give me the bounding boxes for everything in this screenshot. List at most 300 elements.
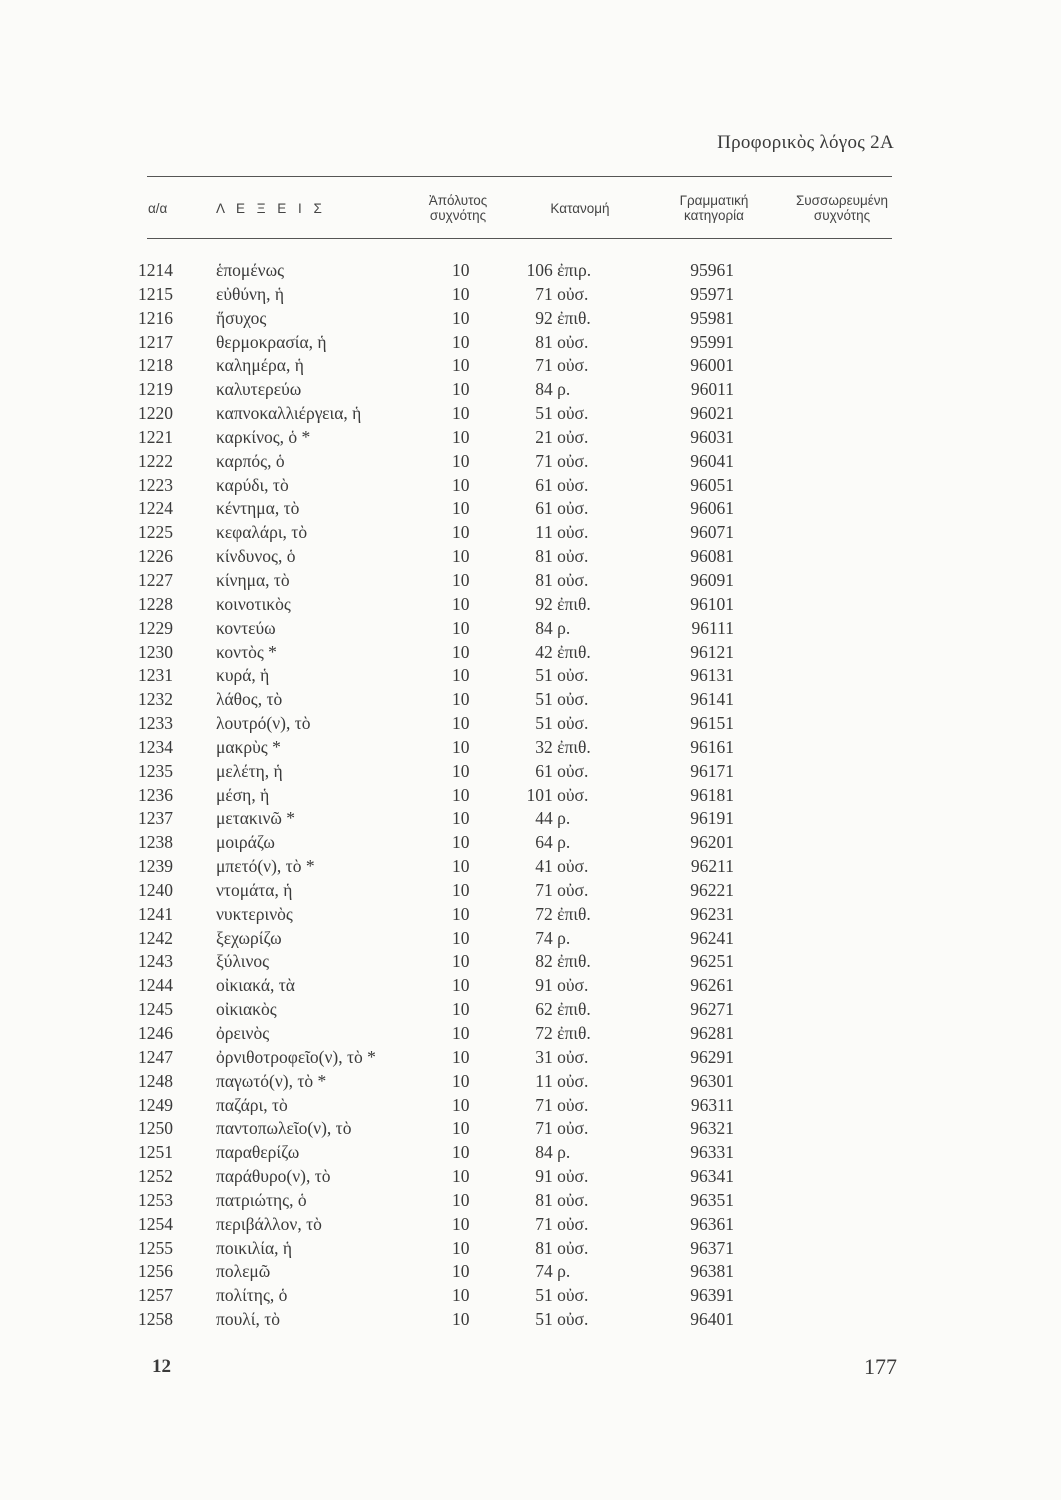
- table-row: [138, 1117, 734, 1141]
- entry-cumulative-frequency: 96081: [690, 546, 734, 567]
- column-header-cumulative-frequency: [786, 193, 898, 223]
- entry-word: κεφαλάρι, τὸ: [216, 522, 308, 543]
- entry-number: 1243: [138, 951, 173, 972]
- entry-grammatical-category: 1 οὐσ.: [544, 1189, 589, 1210]
- entry-grammatical-category: 1 οὐσ.: [544, 450, 589, 471]
- entry-word: μετακινῶ *: [216, 808, 296, 829]
- entry-absolute-frequency: 10: [452, 689, 470, 710]
- entry-word: κέντημα, τὸ: [216, 498, 300, 519]
- entry-distribution: 6: [535, 474, 544, 495]
- entry-cumulative-frequency: 96231: [690, 903, 734, 924]
- entry-word: κοντεύω: [216, 617, 276, 638]
- entry-word: παράθυρο(ν), τὸ: [216, 1166, 331, 1187]
- entry-word: ξύλινος: [216, 951, 270, 972]
- table-row: [138, 474, 734, 498]
- entry-cumulative-frequency: 96301: [690, 1070, 734, 1091]
- table-row: [138, 1070, 734, 1094]
- entry-word: κίνδυνος, ὁ: [216, 546, 296, 567]
- entry-grammatical-category: 1 οὐσ.: [544, 784, 589, 805]
- entry-word: κίνημα, τὸ: [216, 569, 290, 590]
- table-row: [138, 998, 734, 1022]
- entry-cumulative-frequency: 96121: [690, 641, 734, 662]
- entry-grammatical-category: 4 ρ.: [544, 1142, 571, 1163]
- entry-absolute-frequency: 10: [452, 569, 470, 590]
- entry-absolute-frequency: 10: [452, 450, 470, 471]
- entry-grammatical-category: 1 οὐσ.: [544, 1309, 589, 1330]
- entry-absolute-frequency: 10: [452, 832, 470, 853]
- frequency-table: [138, 259, 734, 1332]
- entry-number: 1218: [138, 355, 173, 376]
- entry-word: ἑπομένως: [216, 260, 285, 280]
- entry-absolute-frequency: 10: [452, 283, 470, 304]
- entry-absolute-frequency: 10: [452, 474, 470, 495]
- table-row: [138, 545, 734, 569]
- entry-distribution: 6: [535, 498, 544, 519]
- entry-distribution: 7: [535, 1261, 544, 1282]
- entry-distribution: 6: [535, 999, 544, 1020]
- entry-number: 1221: [138, 426, 173, 447]
- entry-grammatical-category: 1 οὐσ.: [544, 760, 589, 781]
- entry-word: καρπός, ὁ: [216, 450, 285, 471]
- entry-cumulative-frequency: 96321: [690, 1118, 734, 1139]
- entry-grammatical-category: 1 οὐσ.: [544, 403, 589, 424]
- entry-cumulative-frequency: 96091: [690, 569, 734, 590]
- entry-cumulative-frequency: 96401: [690, 1309, 734, 1330]
- entry-grammatical-category: 1 οὐσ.: [544, 426, 589, 447]
- entry-cumulative-frequency: 96251: [690, 951, 734, 972]
- entry-grammatical-category: 4 ρ.: [544, 808, 571, 829]
- entry-number: 1253: [138, 1189, 173, 1210]
- entry-absolute-frequency: 10: [452, 1189, 470, 1210]
- entry-distribution: 5: [535, 1309, 544, 1330]
- entry-number: 1235: [138, 760, 173, 781]
- table-row: [138, 664, 734, 688]
- table-row: [138, 903, 734, 927]
- entry-distribution: 4: [535, 808, 544, 829]
- frequency-table-body: [138, 259, 734, 1332]
- entry-distribution: 5: [535, 713, 544, 734]
- entry-cumulative-frequency: 95981: [690, 307, 734, 328]
- entry-absolute-frequency: 10: [452, 546, 470, 567]
- entry-number: 1250: [138, 1118, 173, 1139]
- entry-word: κοντὸς *: [216, 641, 277, 662]
- entry-word: οἰκιακά, τὰ: [216, 975, 295, 996]
- entry-number: 1251: [138, 1142, 173, 1163]
- entry-absolute-frequency: 10: [452, 760, 470, 781]
- entry-word: παγωτό(ν), τὸ *: [216, 1070, 327, 1091]
- page-title: Προφορικὸς λόγος 2Α: [717, 132, 894, 153]
- entry-distribution: 8: [535, 1142, 544, 1163]
- entry-grammatical-category: 2 ἐπιθ.: [544, 307, 591, 328]
- entry-cumulative-frequency: 96351: [690, 1189, 734, 1210]
- entry-distribution: 4: [535, 856, 544, 877]
- column-header-grammatical-line1: Γραμματική: [679, 193, 749, 208]
- entry-cumulative-frequency: 96201: [690, 832, 734, 853]
- table-row: [138, 1165, 734, 1189]
- entry-word: λουτρό(ν), τὸ: [216, 713, 311, 734]
- entry-number: 1241: [138, 903, 173, 924]
- table-row: [138, 974, 734, 998]
- table-row: [138, 712, 734, 736]
- entry-word: οἰκιακὸς: [216, 999, 277, 1020]
- entry-number: 1220: [138, 403, 173, 424]
- entry-grammatical-category: 1 οὐσ.: [544, 689, 589, 710]
- entry-number: 1254: [138, 1213, 173, 1234]
- table-row: [138, 927, 734, 951]
- entry-grammatical-category: 4 ρ.: [544, 379, 571, 400]
- entry-number: 1228: [138, 593, 173, 614]
- entry-cumulative-frequency: 95971: [690, 283, 734, 304]
- entry-cumulative-frequency: 96291: [690, 1046, 734, 1067]
- entry-cumulative-frequency: 96031: [690, 426, 734, 447]
- entry-absolute-frequency: 10: [452, 260, 470, 280]
- entry-word: ξεχωρίζω: [216, 927, 282, 948]
- entry-grammatical-category: 2 ἐπιθ.: [544, 641, 591, 662]
- entry-number: 1224: [138, 498, 173, 519]
- entry-word: παντοπωλεῖο(ν), τὸ: [216, 1118, 352, 1139]
- table-row: [138, 1022, 734, 1046]
- table-row: [138, 354, 734, 378]
- table-row: [138, 617, 734, 641]
- entry-distribution: 1: [535, 1070, 544, 1091]
- entry-number: 1257: [138, 1285, 173, 1306]
- entry-cumulative-frequency: 96281: [690, 1023, 734, 1043]
- entry-grammatical-category: 4 ρ.: [544, 832, 571, 853]
- table-row: [138, 402, 734, 426]
- entry-number: 1230: [138, 641, 173, 662]
- entry-cumulative-frequency: 96101: [690, 593, 734, 614]
- entry-distribution: 5: [535, 1285, 544, 1306]
- table-row: [138, 879, 734, 903]
- entry-distribution: 5: [535, 665, 544, 686]
- entry-distribution: 8: [535, 331, 544, 352]
- entry-word: πολίτης, ὁ: [216, 1285, 288, 1306]
- entry-word: θερμοκρασία, ἡ: [216, 331, 327, 352]
- entry-word: πουλί, τὸ: [216, 1309, 280, 1330]
- entry-number: 1255: [138, 1237, 173, 1258]
- entry-distribution: 10: [526, 784, 544, 805]
- entry-cumulative-frequency: 96131: [690, 665, 734, 686]
- entry-grammatical-category: 1 οὐσ.: [544, 1285, 589, 1306]
- entry-absolute-frequency: 10: [452, 951, 470, 972]
- entry-absolute-frequency: 10: [452, 355, 470, 376]
- entry-distribution: 8: [535, 951, 544, 972]
- entry-cumulative-frequency: 96011: [690, 379, 734, 400]
- entry-number: 1247: [138, 1046, 173, 1067]
- table-row: [138, 307, 734, 331]
- entry-cumulative-frequency: 96071: [690, 522, 734, 543]
- entry-number: 1225: [138, 522, 173, 543]
- table-row: [138, 1308, 734, 1332]
- entry-distribution: 7: [535, 903, 544, 924]
- column-header-cumulative-line1: Συσσωρευμένη: [795, 193, 889, 208]
- entry-number: 1229: [138, 617, 173, 638]
- entry-cumulative-frequency: 96261: [690, 975, 734, 996]
- entry-cumulative-frequency: 96051: [690, 474, 734, 495]
- entry-number: 1236: [138, 784, 173, 805]
- entry-distribution: 8: [535, 569, 544, 590]
- entry-absolute-frequency: 10: [452, 522, 470, 543]
- entry-number: 1227: [138, 569, 173, 590]
- entry-absolute-frequency: 10: [452, 736, 470, 757]
- entry-absolute-frequency: 10: [452, 307, 470, 328]
- entry-word: λάθος, τὸ: [216, 689, 283, 710]
- entry-grammatical-category: 1 οὐσ.: [544, 975, 589, 996]
- entry-word: ὀρεινὸς: [216, 1023, 270, 1043]
- table-row: [138, 1189, 734, 1213]
- table-row: [138, 378, 734, 402]
- entry-number: 1239: [138, 856, 173, 877]
- column-header-absolute-frequency: [408, 193, 508, 223]
- entry-absolute-frequency: 10: [452, 808, 470, 829]
- entry-cumulative-frequency: 96241: [690, 927, 734, 948]
- page-number-left: 12: [152, 1356, 171, 1377]
- entry-word: νυκτερινὸς: [216, 903, 293, 924]
- table-row: [138, 331, 734, 355]
- entry-grammatical-category: 2 ἐπιθ.: [544, 593, 591, 614]
- entry-distribution: 8: [535, 1237, 544, 1258]
- entry-absolute-frequency: 10: [452, 1094, 470, 1115]
- entry-number: 1214: [138, 260, 173, 280]
- entry-distribution: 8: [535, 1189, 544, 1210]
- entry-grammatical-category: 1 οὐσ.: [544, 498, 589, 519]
- entry-absolute-frequency: 10: [452, 999, 470, 1020]
- entry-number: 1232: [138, 689, 173, 710]
- entry-word: πατριώτης, ὁ: [216, 1189, 307, 1210]
- entry-distribution: 7: [535, 879, 544, 900]
- entry-word: μακρὺς *: [216, 736, 281, 757]
- entry-grammatical-category: 1 οὐσ.: [544, 713, 589, 734]
- entry-absolute-frequency: 10: [452, 403, 470, 424]
- entry-absolute-frequency: 10: [452, 379, 470, 400]
- entry-cumulative-frequency: 96041: [690, 450, 734, 471]
- entry-word: ἥσυχος: [216, 307, 267, 328]
- entry-distribution: 8: [535, 617, 544, 638]
- table-row: [138, 450, 734, 474]
- entry-grammatical-category: 1 οὐσ.: [544, 569, 589, 590]
- entry-absolute-frequency: 10: [452, 975, 470, 996]
- entry-word: μοιράζω: [216, 832, 275, 853]
- entry-absolute-frequency: 10: [452, 1046, 470, 1067]
- table-row: [138, 1046, 734, 1070]
- entry-grammatical-category: 1 οὐσ.: [544, 879, 589, 900]
- entry-number: 1226: [138, 546, 173, 567]
- entry-cumulative-frequency: 96341: [690, 1166, 734, 1187]
- page-number-right: 177: [864, 1354, 897, 1379]
- table-row: [138, 283, 734, 307]
- entry-word: μέση, ἡ: [216, 784, 270, 805]
- entry-cumulative-frequency: 96331: [690, 1142, 734, 1163]
- entry-grammatical-category: 2 ἐπιθ.: [544, 736, 591, 757]
- entry-absolute-frequency: 10: [452, 617, 470, 638]
- entry-absolute-frequency: 10: [452, 1285, 470, 1306]
- entry-word: μπετό(ν), τὸ *: [216, 856, 315, 877]
- entry-number: 1223: [138, 474, 173, 495]
- table-row: [138, 426, 734, 450]
- entry-cumulative-frequency: 96181: [690, 784, 734, 805]
- entry-distribution: 5: [535, 403, 544, 424]
- entry-distribution: 7: [535, 1213, 544, 1234]
- entry-cumulative-frequency: 96191: [690, 808, 734, 829]
- table-row: [138, 760, 734, 784]
- entry-absolute-frequency: 10: [452, 331, 470, 352]
- entry-cumulative-frequency: 96001: [690, 355, 734, 376]
- entry-cumulative-frequency: 96171: [690, 760, 734, 781]
- table-row: [138, 1094, 734, 1118]
- entry-grammatical-category: 1 οὐσ.: [544, 546, 589, 567]
- table-row: [138, 688, 734, 712]
- entry-absolute-frequency: 10: [452, 713, 470, 734]
- entry-grammatical-category: 1 οὐσ.: [544, 1046, 589, 1067]
- entry-cumulative-frequency: 96381: [690, 1261, 734, 1282]
- table-row: [138, 807, 734, 831]
- entry-cumulative-frequency: 96271: [690, 999, 734, 1020]
- table-row: [138, 521, 734, 545]
- table-row: [138, 497, 734, 521]
- entry-distribution: 4: [535, 641, 544, 662]
- entry-number: 1246: [138, 1023, 173, 1043]
- table-row: [138, 736, 734, 760]
- entry-distribution: 2: [535, 426, 544, 447]
- entry-absolute-frequency: 10: [452, 1070, 470, 1091]
- entry-distribution: 9: [535, 307, 544, 328]
- entry-number: 1245: [138, 999, 173, 1020]
- table-row: [138, 569, 734, 593]
- entry-grammatical-category: 4 ρ.: [544, 927, 571, 948]
- entry-cumulative-frequency: 96111: [691, 617, 734, 638]
- entry-absolute-frequency: 10: [452, 879, 470, 900]
- entry-grammatical-category: 1 οὐσ.: [544, 283, 589, 304]
- entry-distribution: 7: [535, 355, 544, 376]
- entry-word: μελέτη, ἡ: [216, 760, 283, 781]
- entry-distribution: 10: [526, 260, 544, 280]
- entry-distribution: 8: [535, 546, 544, 567]
- table-row: [138, 1260, 734, 1284]
- entry-cumulative-frequency: 96021: [690, 403, 734, 424]
- entry-distribution: 6: [535, 760, 544, 781]
- entry-absolute-frequency: 10: [452, 927, 470, 948]
- entry-grammatical-category: 1 οὐσ.: [544, 1237, 589, 1258]
- entry-word: ντομάτα, ἡ: [216, 879, 293, 900]
- entry-absolute-frequency: 10: [452, 1118, 470, 1139]
- entry-grammatical-category: 2 ἐπιθ.: [544, 999, 591, 1020]
- entry-number: 1216: [138, 307, 173, 328]
- entry-absolute-frequency: 10: [452, 1237, 470, 1258]
- entry-cumulative-frequency: 96211: [690, 856, 734, 877]
- entry-cumulative-frequency: 95961: [690, 260, 734, 280]
- entry-number: 1240: [138, 879, 173, 900]
- entry-word: καπνοκαλλιέργεια, ἡ: [216, 403, 362, 424]
- column-header-distribution: Κατανομή: [550, 201, 610, 216]
- entry-absolute-frequency: 10: [452, 1213, 470, 1234]
- entry-absolute-frequency: 10: [452, 903, 470, 924]
- entry-cumulative-frequency: 96361: [690, 1213, 734, 1234]
- entry-word: πολεμῶ: [216, 1261, 271, 1282]
- entry-word: παραθερίζω: [216, 1142, 300, 1163]
- entry-cumulative-frequency: 96221: [690, 879, 734, 900]
- entry-word: περιβάλλον, τὸ: [216, 1213, 322, 1234]
- entry-absolute-frequency: 10: [452, 1261, 470, 1282]
- entry-distribution: 3: [535, 1046, 544, 1067]
- table-row: [138, 259, 734, 283]
- entry-cumulative-frequency: 96311: [690, 1094, 734, 1115]
- entry-grammatical-category: 1 οὐσ.: [544, 1118, 589, 1139]
- entry-distribution: 1: [535, 522, 544, 543]
- entry-distribution: 8: [535, 379, 544, 400]
- entry-distribution: 7: [535, 1118, 544, 1139]
- table-row: [138, 1213, 734, 1237]
- entry-grammatical-category: 4 ρ.: [544, 617, 571, 638]
- column-header-index: α/α: [148, 201, 168, 216]
- entry-number: 1233: [138, 713, 173, 734]
- entry-number: 1219: [138, 379, 173, 400]
- table-row: [138, 641, 734, 665]
- entry-absolute-frequency: 10: [452, 1166, 470, 1187]
- header-top-rule: [147, 176, 892, 177]
- entry-word: ποικιλία, ἡ: [216, 1237, 293, 1258]
- entry-grammatical-category: 1 οὐσ.: [544, 331, 589, 352]
- entry-number: 1256: [138, 1261, 173, 1282]
- column-header-grammatical-line2: κατηγορία: [684, 208, 744, 223]
- header-bottom-rule: [147, 238, 892, 239]
- entry-number: 1222: [138, 450, 173, 471]
- entry-absolute-frequency: 10: [452, 665, 470, 686]
- entry-number: 1249: [138, 1094, 173, 1115]
- entry-cumulative-frequency: 96151: [690, 713, 734, 734]
- entry-distribution: 3: [535, 736, 544, 757]
- entry-distribution: 7: [535, 1023, 544, 1043]
- entry-absolute-frequency: 10: [452, 593, 470, 614]
- entry-grammatical-category: 1 οὐσ.: [544, 856, 589, 877]
- entry-number: 1215: [138, 283, 173, 304]
- entry-grammatical-category: 4 ρ.: [544, 1261, 571, 1282]
- table-row: [138, 593, 734, 617]
- entry-number: 1217: [138, 331, 173, 352]
- entry-distribution: 9: [535, 975, 544, 996]
- column-header-absolute-line1: Ἀπόλυτος: [428, 193, 488, 208]
- entry-word: κοινοτικὸς: [216, 593, 291, 614]
- entry-word: εὐθύνη, ἡ: [216, 283, 285, 304]
- entry-distribution: 9: [535, 593, 544, 614]
- entry-word: παζάρι, τὸ: [216, 1094, 288, 1115]
- entry-grammatical-category: 2 ἐπιθ.: [544, 951, 591, 972]
- entry-grammatical-category: 1 οὐσ.: [544, 355, 589, 376]
- entry-grammatical-category: 1 οὐσ.: [544, 474, 589, 495]
- entry-distribution: 7: [535, 927, 544, 948]
- entry-absolute-frequency: 10: [452, 641, 470, 662]
- column-header-cumulative-line2: συχνότης: [813, 208, 871, 223]
- column-header-words: Λ Ε Ξ Ε Ι Σ: [216, 201, 326, 216]
- entry-cumulative-frequency: 96141: [690, 689, 734, 710]
- entry-absolute-frequency: 10: [452, 1142, 470, 1163]
- entry-absolute-frequency: 10: [452, 1309, 470, 1330]
- entry-grammatical-category: 1 οὐσ.: [544, 522, 589, 543]
- entry-cumulative-frequency: 96161: [690, 736, 734, 757]
- entry-distribution: 9: [535, 1166, 544, 1187]
- table-row: [138, 855, 734, 879]
- entry-number: 1234: [138, 736, 173, 757]
- entry-cumulative-frequency: 96371: [690, 1237, 734, 1258]
- table-row: [138, 831, 734, 855]
- table-row: [138, 1141, 734, 1165]
- entry-word: κυρά, ἡ: [216, 665, 270, 686]
- entry-distribution: 6: [535, 832, 544, 853]
- entry-distribution: 7: [535, 450, 544, 471]
- entry-number: 1258: [138, 1309, 173, 1330]
- table-row: [138, 950, 734, 974]
- entry-grammatical-category: 2 ἐπιθ.: [544, 903, 591, 924]
- entry-absolute-frequency: 10: [452, 784, 470, 805]
